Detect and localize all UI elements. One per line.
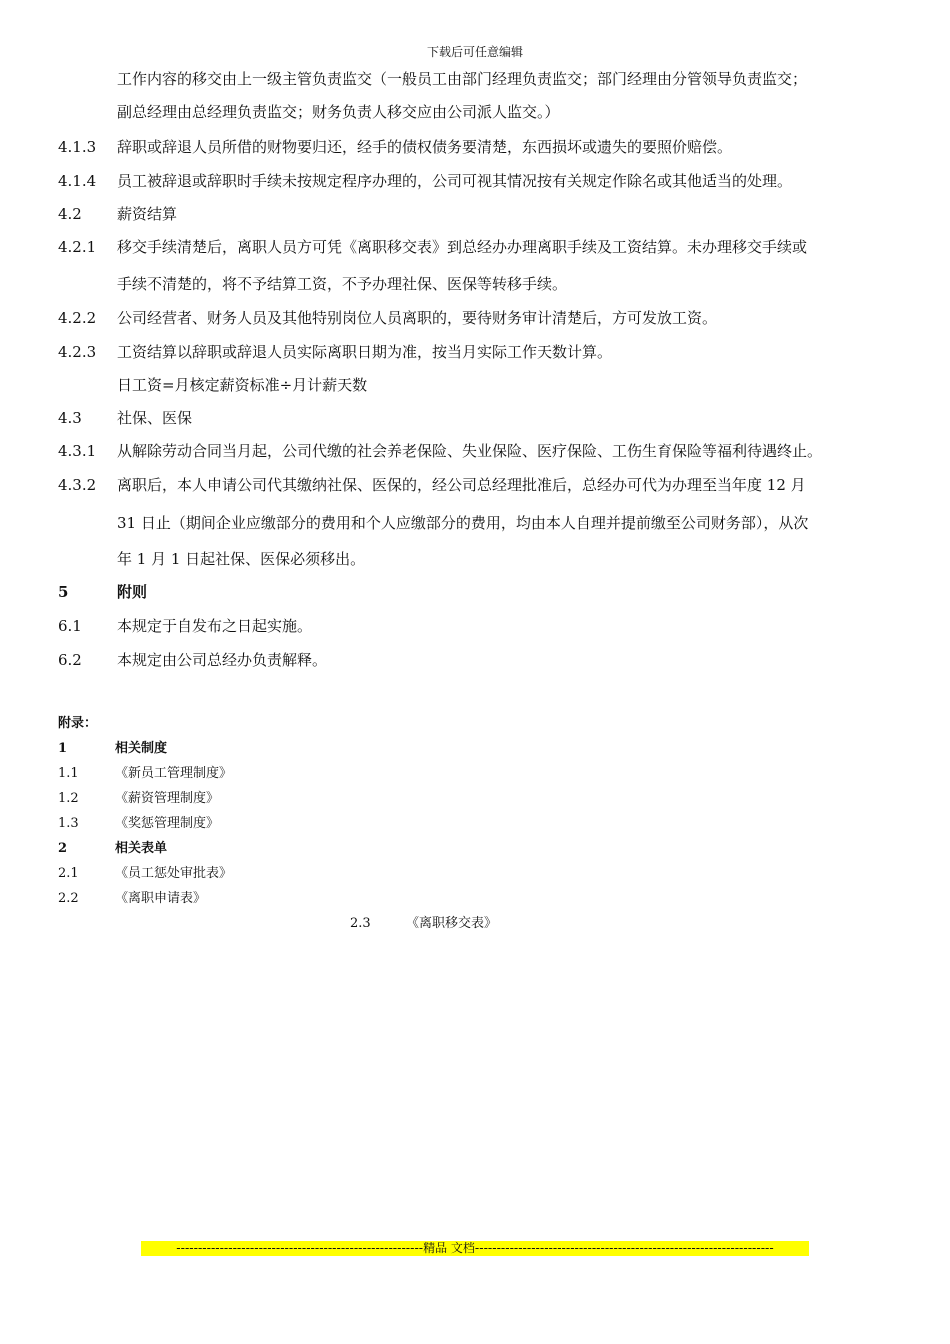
clause-text: 从解除劳动合同当月起，公司代缴的社会养老保险、失业保险、医疗保险、工伤生育保险等福利待遇终止。 bbox=[117, 442, 823, 460]
clause-number: 4.2.1 bbox=[58, 238, 97, 256]
clause-text: 工资结算以辞职或辞退人员实际离职日期为准，按当月实际工作天数计算。 bbox=[117, 343, 613, 361]
clause-number: 6.2 bbox=[58, 651, 82, 669]
appendix-item: 《员工惩处审批表》 bbox=[115, 866, 233, 881]
page-header: 下载后可任意编辑 bbox=[426, 45, 523, 59]
clause-text: 员工被辞退或辞职时手续未按规定程序办理的，公司可视其情况按有关规定作除名或其他适当的处理。 bbox=[117, 172, 793, 190]
appendix-heading: 相关表单 bbox=[115, 841, 168, 856]
appendix-heading: 相关制度 bbox=[115, 741, 168, 756]
clause-text: 31 日止（期间企业应缴部分的费用和个人应缴部分的费用，均由本人自理并提前缴至公司财务部），从次 bbox=[117, 514, 809, 532]
section-title: 薪资结算 bbox=[117, 205, 178, 223]
clause-text: 移交手续清楚后，离职人员方可凭《离职移交表》到总经办办理离职手续及工资结算。未办理移交手续或 bbox=[117, 238, 808, 256]
appendix-number: 2 bbox=[58, 841, 68, 856]
appendix-item: 《离职申请表》 bbox=[115, 891, 207, 906]
appendix-number: 1.2 bbox=[58, 791, 79, 806]
intro-line-1: 工作内容的移交由上一级主管负责监交（一般员工由部门经理负责监交；部门经理由分管领导负责监交； bbox=[117, 70, 808, 88]
section-title: 社保、医保 bbox=[117, 409, 193, 427]
clause-number: 4.3.2 bbox=[58, 476, 97, 494]
appendix-item: 《新员工管理制度》 bbox=[115, 766, 233, 781]
clause-text: 离职后，本人申请公司代其缴纳社保、医保的，经公司总经理批准后，总经办可代为办理至当年度 12 月 bbox=[117, 476, 806, 494]
footer-banner: ---------------------------------------------------------精品 文档--------------------------------------------------------------------- bbox=[141, 1241, 809, 1256]
clause-number: 4.1.4 bbox=[58, 172, 97, 190]
clause-number: 4.3.1 bbox=[58, 442, 97, 460]
appendix-item: 《奖惩管理制度》 bbox=[115, 816, 220, 831]
section-number: 4.2 bbox=[58, 205, 82, 223]
clause-text: 辞职或辞退人员所借的财物要归还，经手的债权债务要清楚，东西损坏或遗失的要照价赔偿。 bbox=[117, 138, 733, 156]
section-number: 5 bbox=[58, 583, 69, 601]
appendix-number: 1 bbox=[58, 741, 68, 756]
clause-number: 4.1.3 bbox=[58, 138, 97, 156]
appendix-number: 2.3 bbox=[350, 916, 371, 931]
clause-text: 本规定由公司总经办负责解释。 bbox=[117, 651, 328, 669]
clause-number: 6.1 bbox=[58, 617, 82, 635]
formula-text: 日工资=月核定薪资标准÷月计薪天数 bbox=[117, 376, 368, 394]
appendix-item: 《薪资管理制度》 bbox=[115, 791, 220, 806]
appendix-title: 附录： bbox=[58, 716, 98, 731]
clause-text: 年 1 月 1 日起社保、医保必须移出。 bbox=[117, 550, 366, 568]
appendix-number: 1.1 bbox=[58, 766, 79, 781]
clause-text: 公司经营者、财务人员及其他特别岗位人员离职的，要待财务审计清楚后，方可发放工资。 bbox=[117, 309, 718, 327]
appendix-number: 1.3 bbox=[58, 816, 79, 831]
intro-line-2: 副总经理由总经理负责监交；财务负责人移交应由公司派人监交。） bbox=[117, 103, 560, 121]
clause-text: 本规定于自发布之日起实施。 bbox=[117, 617, 313, 635]
clause-text: 手续不清楚的，将不予结算工资，不予办理社保、医保等转移手续。 bbox=[117, 275, 568, 293]
appendix-number: 2.1 bbox=[58, 866, 79, 881]
clause-number: 4.2.2 bbox=[58, 309, 97, 327]
section-title: 附则 bbox=[117, 583, 148, 601]
appendix-item: 《离职移交表》 bbox=[406, 916, 498, 931]
clause-number: 4.2.3 bbox=[58, 343, 97, 361]
section-number: 4.3 bbox=[58, 409, 82, 427]
appendix-number: 2.2 bbox=[58, 891, 79, 906]
